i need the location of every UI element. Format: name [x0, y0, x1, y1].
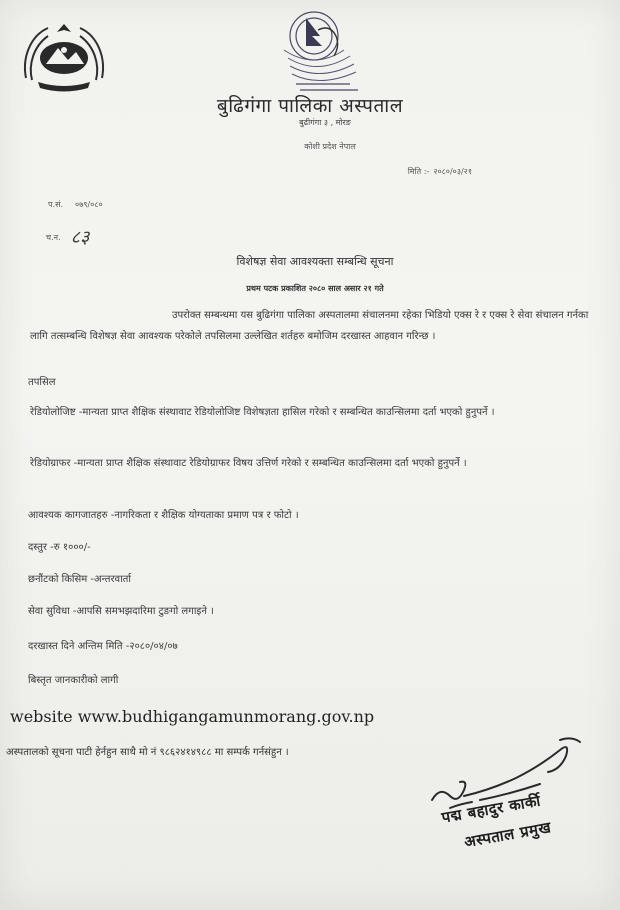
intro-paragraph — [30, 305, 590, 347]
facility-line: सेवा सुविधा -आपसि समभझदारिमा टुङगो लगाइने । — [28, 606, 214, 617]
cn-label: च.न. — [46, 233, 61, 242]
contact-line: अस्पतालको सूचना पाटी हेर्नहुन साथै मो नं ९८६२४१४९८८ मा सम्पर्क गर्नसंहुन । — [6, 747, 289, 758]
cn-reference — [46, 222, 89, 246]
cn-value: ८३ — [70, 227, 90, 248]
ps-label: प.सं. — [48, 200, 64, 209]
date-value: २०८०/०३/२१ — [433, 167, 472, 176]
radiographer-requirement: रेडियोग्राफर -मान्यता प्राप्त शैक्षिक संस्थावाट रेडियोग्राफर विषय उत्तिर्ण गरेको र सम्बन्धित काउन्सिलमा दर्ता भएको हुनुपर्ने । — [30, 458, 467, 469]
stamp-line-1: पद्म बहादुर कार्की — [440, 791, 543, 827]
date-label: मिति :- — [407, 167, 430, 176]
radiologist-requirement: रेडियोलोजिष्ट -मान्यता प्राप्त शैक्षिक संस्थावाट रेडियोलोजिष्ट विशेषज्ञता हासिल गरेको र सम्बन्धित काउन्सिलमा दर्ता भएको हुनुपर्ने । — [30, 407, 495, 418]
deadline-line: दरखास्त दिने अन्तिम मिति -२०८०/०४/०७ — [28, 641, 178, 652]
notice-title: विशेषज्ञ सेवा आवश्यक्ता सम्बन्धि सूचना — [236, 255, 394, 268]
ps-value: ०७९/०८० — [75, 200, 103, 209]
ps-reference — [48, 199, 103, 210]
date-line — [408, 166, 472, 177]
fee-line: दस्तुर -रु १०००/- — [28, 542, 91, 553]
more-info-line: बिस्तृत जानकारीको लागी — [28, 675, 119, 686]
documents-requirement: आवश्यक कागजातहरु -नागरिकता र शैक्षिक योग्यताका प्रमाण पत्र र फोटो । — [28, 510, 299, 521]
stamp-line-2: अस्पताल प्रमुख — [462, 818, 553, 852]
nepal-emblem-icon — [18, 18, 110, 96]
selection-line: छनौंटको किसिम -अन्तरवार्ता — [28, 574, 131, 585]
municipality-seal-icon — [270, 6, 374, 96]
hospital-name: बुढिगंगा पालिका अस्पताल — [216, 95, 404, 117]
hospital-address: बुढीगंगा ३ , मोरङ — [299, 118, 351, 127]
intro-text: उपरोक्त सम्बन्धमा यस बुढिगंगा पालिका अस्पतालमा संचालनमा रहेका भिडियो एक्स रे र एक्स रे सेवा संचालन गर्नका लागि तत्सम्बन्धि विशेषज्ञ सेवा आवश्यक परेकोले तपसिलमा उल्लेखित शर्तहरु बमोजिम दरखास्त आहवान गरिन्छ । — [30, 310, 589, 342]
website-line: website www.budhigangamunmorang.gov.np — [10, 707, 375, 726]
hospital-province: कोशी प्रदेश नेपाल — [304, 142, 356, 151]
notice-subtitle: प्रथम पटक प्रकाशित २०८० साल असार २१ गते — [246, 284, 384, 293]
tapasil-heading: तपसिल — [28, 377, 56, 388]
